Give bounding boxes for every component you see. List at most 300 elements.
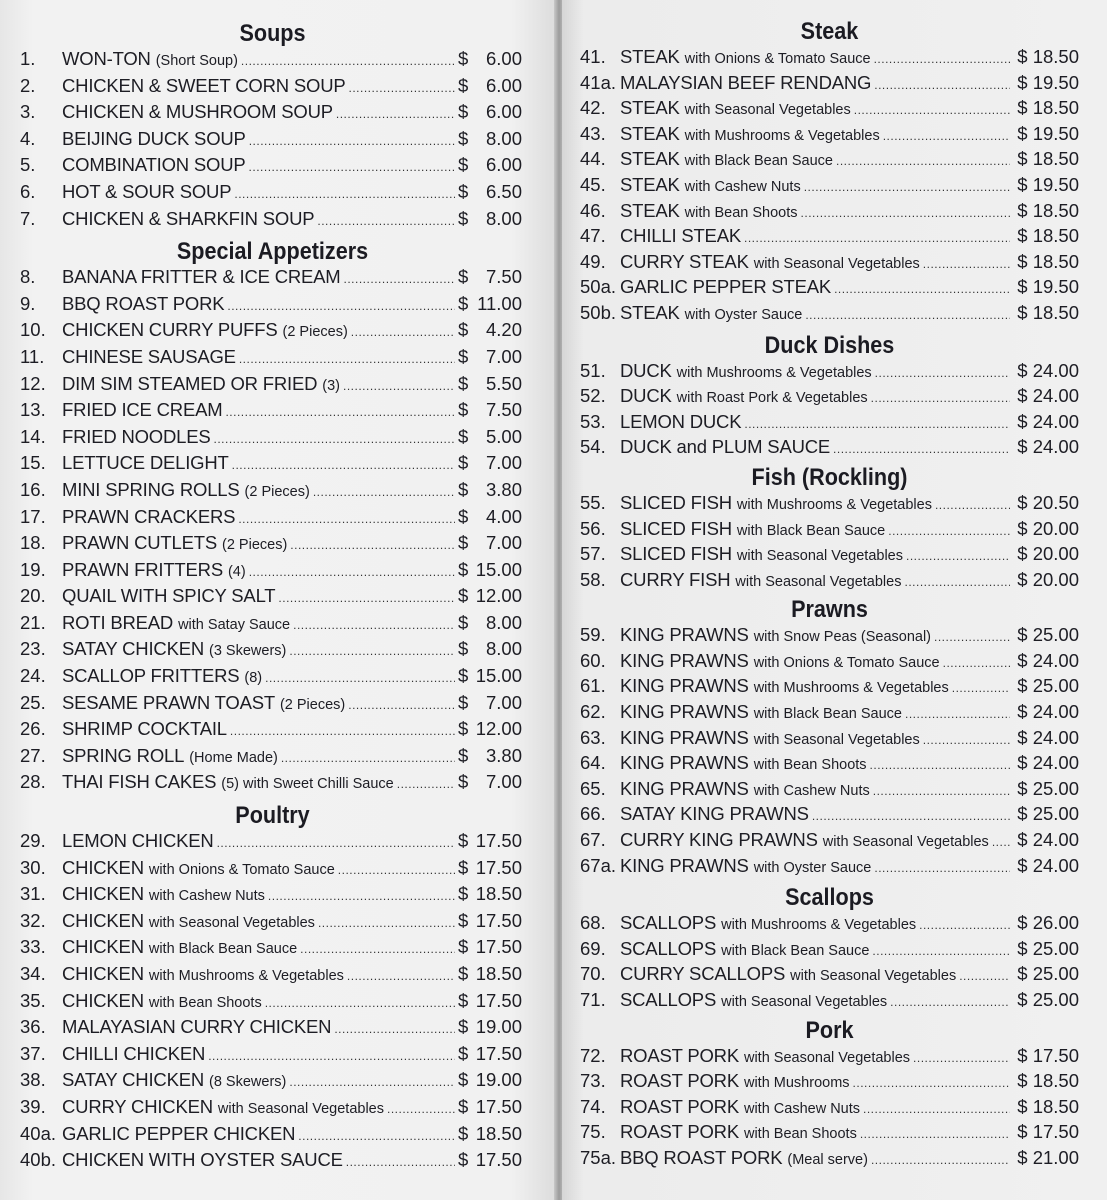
menu-page-right (562, 0, 1107, 1200)
item-name: CHICKEN (62, 909, 144, 931)
item-price: $ 18.50 (1017, 1070, 1079, 1092)
item-price: $ 17.50 (458, 936, 522, 958)
menu-item (562, 1121, 1107, 1147)
dot-leader (874, 861, 1010, 875)
dot-leader (318, 916, 455, 930)
item-name: SLICED FISH (620, 517, 732, 539)
dot-leader (804, 180, 1010, 194)
item-detail: with Mushrooms & Vegetables (753, 680, 949, 697)
dot-leader (289, 644, 455, 658)
menu-item (562, 97, 1107, 123)
item-price: $ 19.50 (1017, 173, 1079, 195)
item-number: 59. (580, 624, 606, 646)
menu-item (0, 293, 556, 320)
item-name: CHICKEN (62, 963, 144, 984)
item-name: CHICKEN (62, 883, 144, 905)
item-price: $ 7.50 (458, 266, 522, 288)
menu-item (0, 665, 556, 692)
item-number: 66. (580, 803, 606, 825)
item-price: $ 3.80 (458, 478, 522, 500)
item-price: $ 24.00 (1017, 854, 1079, 876)
item-number: 61. (580, 675, 606, 697)
menu-item (0, 48, 556, 75)
item-detail: with Mushrooms & Vegetables (676, 364, 872, 381)
item-price: $ 24.00 (1017, 385, 1079, 407)
menu-item (0, 154, 556, 181)
item-number: 75a. (580, 1146, 617, 1168)
item-detail: with Onions & Tomato Sauce (753, 654, 940, 671)
item-name: ROAST PORK (620, 1044, 739, 1066)
dot-leader (278, 591, 455, 605)
item-price: $ 11.00 (458, 292, 522, 314)
dot-leader (281, 751, 455, 765)
menu-item (562, 251, 1107, 277)
item-detail: (2 Pieces) (244, 483, 310, 500)
item-detail: with Seasonal Vegetables (684, 102, 851, 119)
item-number: 50b. (580, 301, 617, 323)
item-name: KING PRAWNS (620, 624, 749, 646)
item-number: 30. (20, 856, 46, 878)
item-detail: (3) (322, 377, 340, 394)
item-name: SPRING ROLL (62, 744, 185, 766)
item-detail: with Mushrooms & Vegetables (736, 496, 932, 513)
menu-item (0, 266, 556, 293)
dot-leader (348, 698, 455, 712)
menu-section-scallops (562, 884, 1107, 1014)
item-number: 69. (580, 937, 606, 959)
item-name: KING PRAWNS (620, 777, 749, 799)
item-name: KING PRAWNS (620, 701, 749, 723)
item-number: 57. (580, 543, 606, 565)
dot-leader (387, 1102, 455, 1116)
item-price: $ 24.00 (1017, 701, 1079, 723)
menu-item (0, 319, 556, 346)
item-price: $ 17.50 (458, 830, 522, 852)
item-name: SLICED FISH (620, 543, 732, 565)
item-detail: with Seasonal Vegetables (148, 914, 315, 931)
dot-leader (919, 918, 1010, 932)
item-price: $ 20.00 (1017, 543, 1079, 565)
item-number: 33. (20, 936, 46, 958)
menu-item (0, 1149, 556, 1176)
item-price: $ 18.50 (1017, 225, 1079, 247)
item-price: $ 25.00 (1017, 675, 1079, 697)
dot-leader (334, 1022, 455, 1036)
menu-section-pork (562, 1017, 1107, 1173)
menu-item (0, 1096, 556, 1123)
item-detail: (2 Pieces) (279, 696, 346, 713)
item-number: 5. (20, 154, 36, 176)
menu-item (562, 200, 1107, 226)
dot-leader (836, 154, 1010, 168)
dot-leader (300, 942, 455, 956)
dot-leader (249, 160, 455, 174)
item-number: 4. (20, 127, 36, 149)
item-price: $ 18.50 (458, 963, 522, 984)
item-detail: with Seasonal Vegetables (753, 255, 920, 272)
item-number: 53. (580, 410, 606, 432)
item-detail: with Roast Pork & Vegetables (676, 390, 868, 407)
item-detail: with Snow Peas (Seasonal) (753, 629, 932, 646)
menu-item (562, 518, 1107, 544)
item-number: 70. (580, 963, 606, 985)
item-price: $ 7.50 (458, 399, 522, 421)
menu-item (562, 829, 1107, 855)
item-price: $ 25.00 (1017, 937, 1079, 959)
item-name: SCALLOP FRITTERS (62, 665, 240, 687)
item-number: 43. (580, 122, 606, 144)
section-title: Duck Dishes (764, 331, 895, 359)
dot-leader (249, 565, 455, 579)
item-number: 72. (580, 1044, 606, 1066)
dot-leader (871, 1153, 1010, 1167)
item-name: PRAWN FRITTERS (62, 558, 223, 580)
item-price: $ 25.00 (1017, 777, 1079, 799)
item-name: ROAST PORK (620, 1070, 739, 1092)
item-name: FRIED NOODLES (62, 425, 211, 447)
item-price: $ 17.50 (458, 1149, 522, 1171)
item-price: $ 17.50 (458, 1095, 522, 1117)
item-name: PRAWN CUTLETS (62, 532, 218, 554)
dot-leader (875, 366, 1010, 380)
item-number: 74. (580, 1095, 606, 1117)
item-number: 40a. (20, 1122, 57, 1144)
menu-section-fish-rockling (562, 464, 1107, 594)
item-price: $ 18.50 (1017, 46, 1079, 67)
item-name: GARLIC PEPPER STEAK (620, 276, 832, 298)
item-price: $ 18.50 (1017, 148, 1079, 170)
item-detail: with Oyster Sauce (753, 859, 872, 876)
item-name: MALAYSIAN BEEF RENDANG (620, 71, 872, 93)
item-price: $ 24.00 (1017, 649, 1079, 671)
item-name: HOT & SOUR SOUP (62, 180, 232, 202)
item-number: 15. (20, 452, 46, 474)
menu-item (0, 1043, 556, 1070)
item-detail: with Seasonal Vegetables (753, 731, 920, 748)
dot-leader (913, 1051, 1010, 1065)
item-price: $ 25.00 (1017, 624, 1079, 646)
item-price: $ 5.50 (458, 372, 522, 394)
item-name: LEMON CHICKEN (62, 830, 214, 852)
item-number: 73. (580, 1070, 606, 1092)
item-number: 13. (20, 399, 46, 421)
item-detail: with Seasonal Vegetables (736, 548, 903, 565)
item-price: $ 24.00 (1017, 752, 1079, 774)
item-price: $ 24.00 (1017, 436, 1079, 458)
dot-leader (863, 1102, 1010, 1116)
item-price: $ 24.00 (1017, 359, 1079, 381)
item-number: 21. (20, 611, 46, 633)
item-name: FRIED ICE CREAM (62, 399, 223, 421)
item-price: $ 25.00 (1017, 989, 1079, 1010)
item-detail: (Short Soup) (155, 53, 238, 69)
section-title: Soups (239, 20, 306, 47)
item-detail: with Black Bean Sauce (736, 522, 886, 539)
menu-item (0, 426, 556, 453)
dot-leader (883, 129, 1010, 143)
menu-item (562, 492, 1107, 518)
item-number: 65. (580, 777, 606, 799)
item-number: 67a. (580, 854, 617, 876)
item-price: $ 21.00 (1017, 1146, 1079, 1168)
menu-item (0, 479, 556, 506)
item-name: SATAY CHICKEN (62, 1069, 205, 1091)
item-name: CHICKEN WITH OYSTER SAUCE (62, 1149, 343, 1171)
item-detail: (8) (244, 670, 263, 687)
item-price: $ 3.80 (458, 744, 522, 766)
section-title: Poultry (235, 802, 310, 830)
dot-leader (834, 282, 1010, 296)
menu-item (0, 452, 556, 479)
menu-item (562, 46, 1107, 72)
item-number: 54. (580, 436, 606, 458)
item-price: $ 8.00 (458, 127, 522, 149)
item-name: MINI SPRING ROLLS (62, 478, 240, 500)
dot-leader (812, 809, 1010, 823)
item-price: $ 12.00 (458, 718, 522, 740)
item-name: BEIJING DUCK SOUP (62, 127, 246, 149)
menu-item (0, 128, 556, 155)
item-name: KING PRAWNS (620, 752, 749, 774)
dot-leader (805, 308, 1010, 322)
item-price: $ 8.00 (458, 638, 522, 660)
item-number: 18. (20, 532, 46, 554)
item-detail: (2 Pieces) (222, 537, 288, 554)
dot-leader (227, 299, 455, 313)
item-name: CHILLI CHICKEN (62, 1042, 206, 1064)
item-detail: (5) with Sweet Chilli Sauce (221, 776, 394, 793)
menu-item (0, 990, 556, 1017)
item-price: $ 17.50 (458, 989, 522, 1011)
menu-item (0, 638, 556, 665)
item-detail: with Black Bean Sauce (721, 942, 870, 959)
item-detail: with Bean Shoots (148, 994, 262, 1011)
menu-item (562, 1070, 1107, 1096)
item-number: 29. (20, 830, 46, 852)
item-detail: (3 Skewers) (209, 643, 287, 660)
item-detail: with Seasonal Vegetables (790, 968, 957, 985)
item-name: LEMON DUCK (620, 410, 742, 432)
item-number: 51. (580, 359, 606, 381)
item-price: $ 4.20 (458, 319, 522, 341)
item-number: 34. (20, 963, 46, 984)
item-number: 14. (20, 425, 46, 447)
menu-item (562, 72, 1107, 98)
dot-leader (239, 352, 455, 366)
section-title: Steak (800, 18, 859, 45)
item-price: $ 17.50 (1017, 1044, 1079, 1066)
item-price: $ 19.00 (458, 1016, 522, 1038)
menu-item (0, 532, 556, 559)
item-name: SHRIMP COCKTAIL (62, 718, 227, 740)
menu-item (0, 181, 556, 208)
menu-item (0, 506, 556, 533)
item-number: 38. (20, 1069, 46, 1091)
item-number: 7. (20, 207, 36, 229)
item-name: CHICKEN (62, 989, 144, 1011)
item-price: $ 20.00 (1017, 517, 1079, 539)
item-name: SCALLOPS (620, 937, 717, 959)
dot-leader (347, 969, 455, 983)
menu-item (0, 745, 556, 772)
item-name: KING PRAWNS (620, 726, 749, 748)
dot-leader (874, 52, 1010, 66)
item-detail: with Onions & Tomato Sauce (148, 861, 335, 878)
menu-section-steak (562, 18, 1107, 328)
item-name: CHICKEN CURRY PUFFS (62, 319, 278, 341)
menu-item (562, 675, 1107, 701)
item-price: $ 17.50 (1017, 1121, 1079, 1143)
item-detail: with Onions & Tomato Sauce (684, 51, 871, 67)
dot-leader (397, 777, 455, 791)
dot-leader (801, 206, 1010, 220)
dot-leader (888, 524, 1010, 538)
dot-leader (923, 257, 1010, 271)
item-price: $ 19.50 (1017, 276, 1079, 298)
item-number: 11. (20, 345, 45, 367)
item-detail: (Home Made) (189, 749, 278, 766)
item-number: 37. (20, 1042, 46, 1064)
dot-leader (290, 538, 455, 552)
item-detail: (2 Pieces) (282, 324, 348, 341)
item-detail: with Black Bean Sauce (753, 706, 902, 723)
menu-item (0, 1016, 556, 1043)
item-name: KING PRAWNS (620, 675, 749, 697)
item-number: 42. (580, 97, 606, 119)
menu-item (562, 963, 1107, 989)
item-number: 50a. (580, 276, 617, 298)
item-price: $ 8.00 (458, 611, 522, 633)
item-number: 12. (20, 372, 46, 394)
section-title: Prawns (791, 596, 868, 624)
dot-leader (952, 681, 1010, 695)
item-detail: with Oyster Sauce (684, 306, 803, 323)
item-name: SCALLOPS (620, 912, 717, 934)
item-price: $ 6.00 (458, 48, 522, 69)
item-name: CHICKEN (62, 936, 144, 958)
item-number: 24. (20, 665, 46, 687)
item-name: MALAYASIAN CURRY CHICKEN (62, 1016, 332, 1038)
menu-item (0, 692, 556, 719)
item-price: $ 7.00 (458, 345, 522, 367)
menu-item (0, 1123, 556, 1150)
item-name: SCALLOPS (620, 989, 717, 1010)
menu-item (562, 276, 1107, 302)
item-detail: with Seasonal Vegetables (721, 994, 888, 1010)
item-name: DUCK (620, 359, 672, 381)
dot-leader (860, 1127, 1010, 1141)
item-number: 68. (580, 912, 606, 934)
item-detail: with Seasonal Vegetables (217, 1100, 384, 1117)
item-number: 6. (20, 180, 36, 202)
menu-item (562, 778, 1107, 804)
item-number: 41a. (580, 71, 617, 93)
item-name: GARLIC PEPPER CHICKEN (62, 1122, 296, 1144)
item-number: 75. (580, 1121, 606, 1143)
section-title: Fish (Rockling) (751, 463, 908, 491)
item-detail: with Cashew Nuts (743, 1100, 861, 1117)
item-price: $ 19.00 (458, 1069, 522, 1091)
item-price: $ 7.00 (458, 452, 522, 474)
dot-leader (833, 442, 1010, 456)
item-name: CHINESE SAUSAGE (62, 345, 236, 367)
item-detail: with Satay Sauce (178, 616, 291, 633)
menu-item (562, 938, 1107, 964)
item-detail: with Black Bean Sauce (684, 153, 833, 170)
item-detail: with Mushrooms & Vegetables (148, 968, 344, 984)
menu-item (562, 436, 1107, 462)
menu-item (562, 225, 1107, 251)
menu-item (0, 585, 556, 612)
dot-leader (890, 995, 1010, 1009)
menu-item (0, 101, 556, 128)
dot-leader (265, 996, 455, 1010)
dot-leader (232, 458, 455, 472)
item-number: 62. (580, 701, 606, 723)
menu-section-duck-dishes (562, 332, 1107, 462)
item-name: KING PRAWNS (620, 649, 749, 671)
menu-item (562, 650, 1107, 676)
dot-leader (873, 784, 1010, 798)
menu-item (562, 727, 1107, 753)
dot-leader (854, 103, 1010, 117)
dot-leader (234, 187, 455, 201)
dot-leader (238, 512, 455, 526)
item-price: $ 8.00 (458, 207, 522, 229)
item-number: 31. (20, 883, 46, 905)
menu-item (0, 75, 556, 102)
item-detail: with Seasonal Vegetables (822, 834, 989, 851)
item-number: 10. (20, 319, 46, 341)
item-name: STEAK (620, 97, 680, 119)
menu-item (562, 1096, 1107, 1122)
item-price: $ 24.00 (1017, 410, 1079, 432)
item-number: 19. (20, 558, 46, 580)
item-name: SESAME PRAWN TOAST (62, 691, 275, 713)
dot-leader (225, 405, 455, 419)
dot-leader (249, 134, 455, 148)
dot-leader (208, 1049, 455, 1063)
item-name: ROAST PORK (620, 1121, 739, 1143)
item-price: $ 6.00 (458, 74, 522, 96)
item-price: $ 4.00 (458, 505, 522, 527)
item-price: $ 18.50 (1017, 97, 1079, 119)
item-number: 56. (580, 517, 606, 539)
item-number: 52. (580, 385, 606, 407)
item-name: KING PRAWNS (620, 854, 749, 876)
item-name: CHICKEN & SWEET CORN SOUP (62, 74, 346, 96)
dot-leader (992, 835, 1010, 849)
menu-item (562, 624, 1107, 650)
menu-item (562, 701, 1107, 727)
dot-leader (289, 1075, 455, 1089)
item-name: STEAK (620, 199, 680, 221)
dot-leader (241, 54, 455, 68)
item-number: 27. (20, 744, 46, 766)
dot-leader (265, 671, 455, 685)
item-detail: (4) (227, 563, 246, 580)
dot-leader (313, 485, 455, 499)
item-number: 9. (20, 292, 36, 314)
dot-leader (336, 107, 455, 121)
item-name: STEAK (620, 148, 680, 170)
item-number: 8. (20, 266, 36, 288)
dot-leader (298, 1129, 455, 1143)
item-price: $ 24.00 (1017, 829, 1079, 851)
item-number: 41. (580, 46, 606, 67)
item-number: 20. (20, 585, 46, 607)
dot-leader (943, 656, 1010, 670)
